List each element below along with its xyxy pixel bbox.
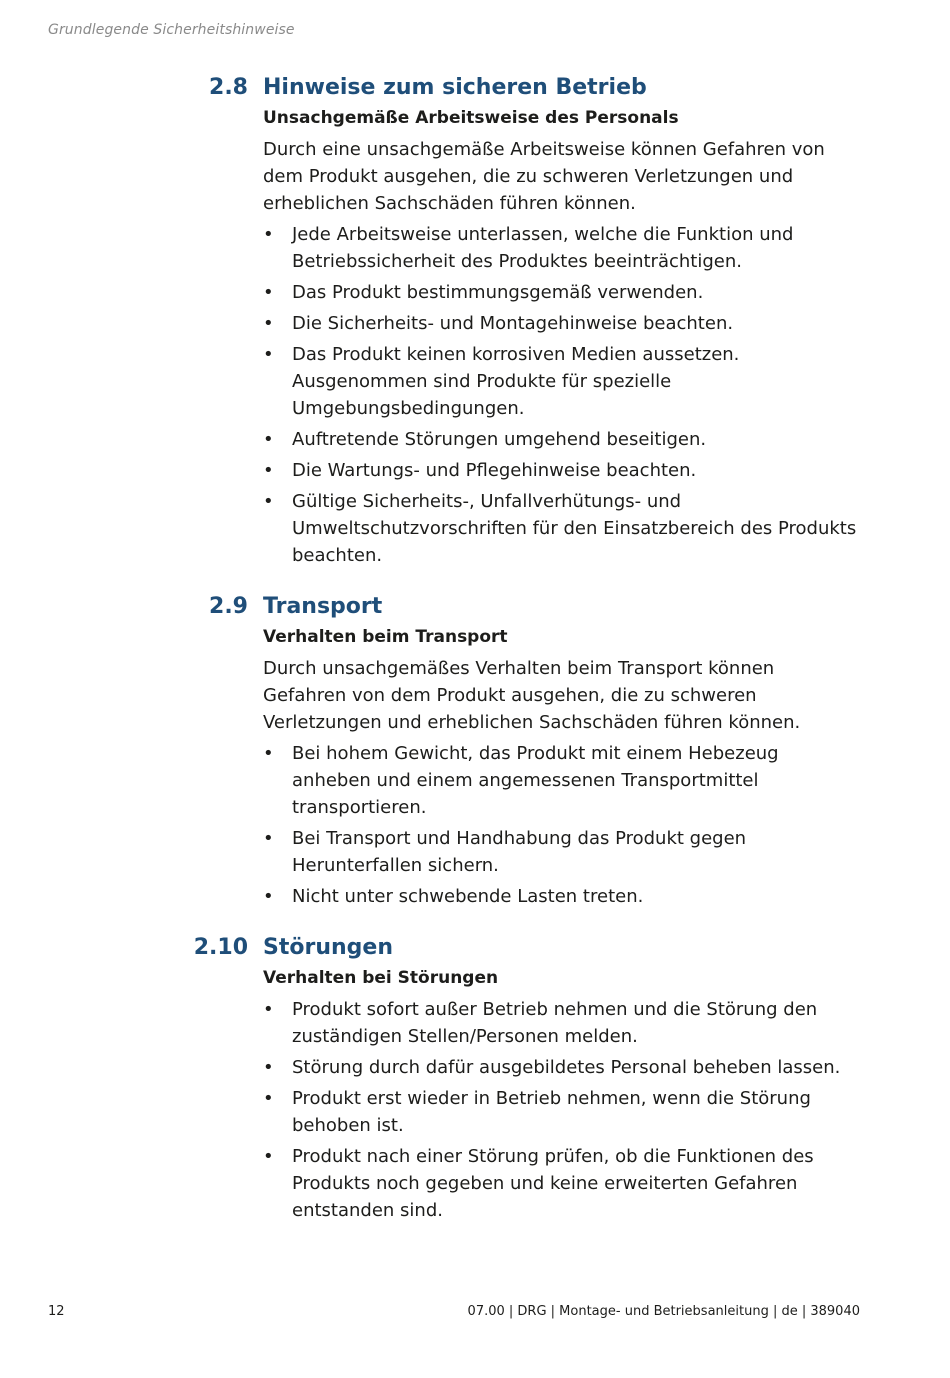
list-item xyxy=(263,1054,863,1081)
list-item xyxy=(263,1143,863,1224)
section-subheading: Verhalten beim Transport xyxy=(263,627,508,647)
bullet-icon: • xyxy=(263,828,274,849)
list-item-text: Produkt nach einer Störung prüfen, ob die Funktionen des Produkts noch gegeben und keine erweiterten Gefahren entstanden sind. xyxy=(292,1146,814,1221)
list-item xyxy=(263,279,863,306)
list-item xyxy=(263,457,863,484)
list-item-text: Bei hohem Gewicht, das Produkt mit einem Hebezeug anheben und einem angemessenen Transportmittel transportieren. xyxy=(292,743,779,818)
section-number: 2.8 xyxy=(209,75,248,100)
section-2-10 xyxy=(0,932,950,1224)
list-item-text: Störung durch dafür ausgebildetes Personal beheben lassen. xyxy=(292,1057,841,1078)
list-item-text: Produkt sofort außer Betrieb nehmen und die Störung den zuständigen Stellen/Personen melden. xyxy=(292,999,818,1047)
bullet-list xyxy=(263,740,863,910)
list-item xyxy=(263,341,863,422)
bullet-icon: • xyxy=(263,1057,274,1078)
list-item xyxy=(263,883,863,910)
list-item-text: Die Wartungs- und Pflegehinweise beachten. xyxy=(292,460,697,481)
section-number: 2.9 xyxy=(209,594,248,619)
list-item-text: Jede Arbeitsweise unterlassen, welche die Funktion und Betriebssicherheit des Produktes beeinträchtigen. xyxy=(292,224,794,272)
section-title: Hinweise zum sicheren Betrieb xyxy=(263,75,647,100)
section-heading xyxy=(0,72,950,104)
list-item xyxy=(263,488,863,569)
section-subheading: Unsachgemäße Arbeitsweise des Personals xyxy=(263,108,679,128)
bullet-icon: • xyxy=(263,886,274,907)
bullet-icon: • xyxy=(263,282,274,303)
list-item xyxy=(263,740,863,821)
section-paragraph: Durch eine unsachgemäße Arbeitsweise können Gefahren von dem Produkt ausgehen, die zu schweren Verletzungen und erheblichen Sachschäden führen können. xyxy=(263,139,825,214)
section-paragraph: Durch unsachgemäßes Verhalten beim Transport können Gefahren von dem Produkt ausgehen, die zu schweren Verletzungen und erheblichen Sachschäden führen können. xyxy=(263,658,801,733)
bullet-icon: • xyxy=(263,224,274,245)
bullet-icon: • xyxy=(263,429,274,450)
list-item-text: Produkt erst wieder in Betrieb nehmen, wenn die Störung behoben ist. xyxy=(292,1088,811,1136)
footer-meta: 07.00 | DRG | Montage- und Betriebsanleitung | de | 389040 xyxy=(467,1304,860,1319)
list-item xyxy=(263,426,863,453)
section-title: Störungen xyxy=(263,935,393,960)
bullet-icon: • xyxy=(263,344,274,365)
section-heading xyxy=(0,591,950,623)
list-item-text: Auftretende Störungen umgehend beseitigen. xyxy=(292,429,707,450)
list-item xyxy=(263,825,863,879)
bullet-icon: • xyxy=(263,1146,274,1167)
list-item-text: Das Produkt keinen korrosiven Medien aussetzen. Ausgenommen sind Produkte für spezielle Umgebungsbedingungen. xyxy=(292,344,740,419)
list-item-text: Gültige Sicherheits-, Unfallverhütungs- und Umweltschutzvorschriften für den Einsatzbereich des Produkts beachten. xyxy=(292,491,857,566)
list-item xyxy=(263,310,863,337)
list-item xyxy=(263,221,863,275)
list-item xyxy=(263,1085,863,1139)
bullet-list xyxy=(263,996,863,1224)
list-item-text: Die Sicherheits- und Montagehinweise beachten. xyxy=(292,313,734,334)
bullet-list xyxy=(263,221,863,569)
bullet-icon: • xyxy=(263,1088,274,1109)
list-item-text: Das Produkt bestimmungsgemäß verwenden. xyxy=(292,282,704,303)
section-number: 2.10 xyxy=(193,935,248,960)
bullet-icon: • xyxy=(263,313,274,334)
section-2-9 xyxy=(0,591,950,910)
section-subheading: Verhalten bei Störungen xyxy=(263,968,499,988)
bullet-icon: • xyxy=(263,460,274,481)
section-2-8 xyxy=(0,72,950,569)
bullet-icon: • xyxy=(263,491,274,512)
bullet-icon: • xyxy=(263,999,274,1020)
document-body xyxy=(0,72,950,1246)
section-heading xyxy=(0,932,950,964)
list-item-text: Nicht unter schwebende Lasten treten. xyxy=(292,886,644,907)
list-item xyxy=(263,996,863,1050)
bullet-icon: • xyxy=(263,743,274,764)
running-head: Grundlegende Sicherheitshinweise xyxy=(48,22,295,38)
section-title: Transport xyxy=(263,594,383,619)
list-item-text: Bei Transport und Handhabung das Produkt gegen Herunterfallen sichern. xyxy=(292,828,747,876)
page-number: 12 xyxy=(48,1304,65,1319)
